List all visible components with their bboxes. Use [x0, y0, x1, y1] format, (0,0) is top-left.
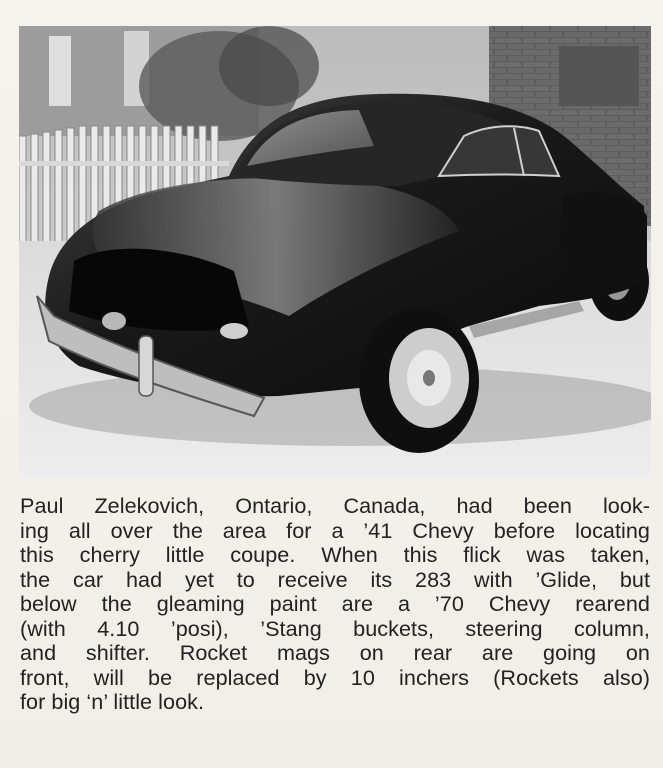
caption-line: (with 4.10 ’posi), ’Stang buckets, steering column, — [20, 615, 650, 641]
photo-caption — [20, 494, 650, 715]
caption-line: ing all over the area for a ’41 Chevy before locating — [20, 517, 650, 543]
caption-line: Paul Zelekovich, Ontario, Canada, had been look- — [20, 493, 650, 518]
caption-line: front, will be replaced by 10 inchers (Rockets also) — [20, 664, 650, 690]
caption-line: this cherry little coupe. When this flick was taken, — [20, 542, 650, 567]
car-photo — [19, 26, 651, 478]
caption-line: below the gleaming paint are a ’70 Chevy rearend — [20, 591, 650, 616]
caption-line: for big ‘n’ little look. — [20, 689, 205, 714]
caption-line: and shifter. Rocket mags on rear are going on — [20, 640, 650, 665]
caption-line: the car had yet to receive its 283 with ’Glide, but — [20, 566, 650, 592]
